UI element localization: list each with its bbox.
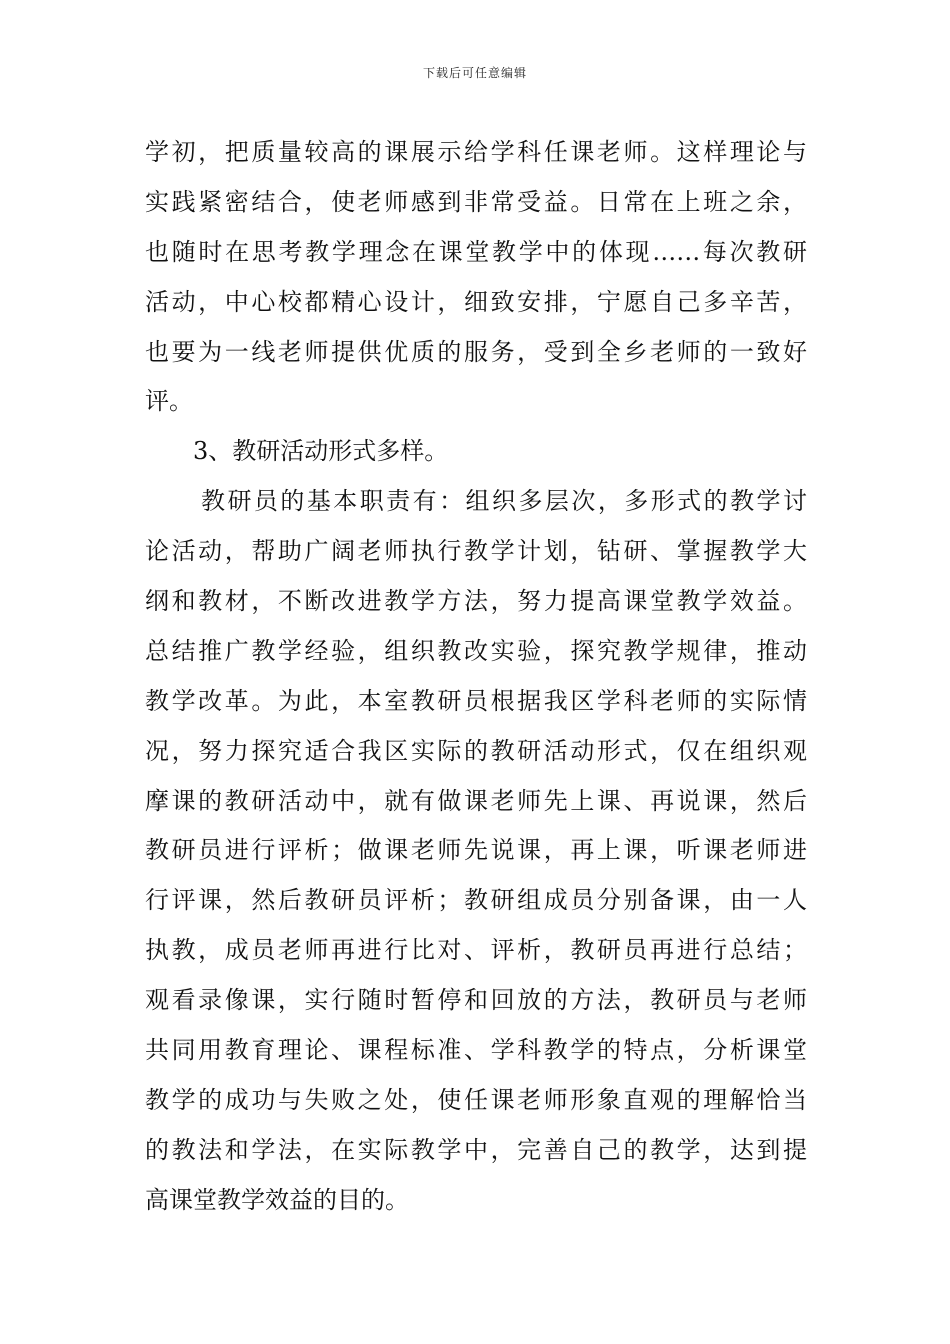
text-line: 纲和教材，不断改进教学方法，努力提高课堂教学效益。 xyxy=(145,587,807,616)
text-line: 活动，中心校都精心设计，细致安排，宁愿自己多辛苦， xyxy=(145,287,807,316)
document-body xyxy=(145,128,807,1226)
text-line: 也随时在思考教学理念在课堂教学中的体现……每次教研 xyxy=(145,237,807,266)
text-line: 行评课，然后教研员评析；教研组成员分别备课，由一人 xyxy=(145,886,807,915)
text-line: 教研员的基本职责有：组织多层次，多形式的教学讨 xyxy=(201,487,807,516)
text-line: 论活动，帮助广阔老师执行教学计划，钻研、掌握教学大 xyxy=(145,537,807,566)
text-line: 评。 xyxy=(145,387,193,416)
text-line: 况，努力探究适合我区实际的教研活动形式，仅在组织观 xyxy=(145,736,807,765)
text-line: 总结推广教学经验，组织教改实验，探究教学规律，推动 xyxy=(145,636,807,665)
text-line: 也要为一线老师提供优质的服务，受到全乡老师的一致好 xyxy=(145,337,807,366)
text-line: 的教法和学法，在实际教学中，完善自己的教学，达到提 xyxy=(145,1135,807,1164)
text-line: 实践紧密结合，使老师感到非常受益。日常在上班之余， xyxy=(145,187,807,216)
text-line: 教学的成功与失败之处，使任课老师形象直观的理解恰当 xyxy=(145,1085,807,1114)
text-line: 教研员进行评析；做课老师先说课，再上课，听课老师进 xyxy=(145,836,807,865)
text-line: 观看录像课，实行随时暂停和回放的方法，教研员与老师 xyxy=(145,986,807,1015)
section-heading: 3、教研活动形式多样。 xyxy=(193,437,449,466)
text-line: 高课堂教学效益的目的。 xyxy=(145,1185,409,1214)
header-note: 下载后可任意编辑 xyxy=(422,66,527,80)
text-line: 摩课的教研活动中，就有做课老师先上课、再说课，然后 xyxy=(145,786,807,815)
text-line: 教学改革。为此，本室教研员根据我区学科老师的实际情 xyxy=(145,686,807,715)
text-line: 共同用教育理论、课程标准、学科教学的特点，分析课堂 xyxy=(145,1036,807,1065)
text-line: 学初，把质量较高的课展示给学科任课老师。这样理论与 xyxy=(145,138,807,166)
text-line: 执教，成员老师再进行比对、评析，教研员再进行总结； xyxy=(145,936,807,965)
